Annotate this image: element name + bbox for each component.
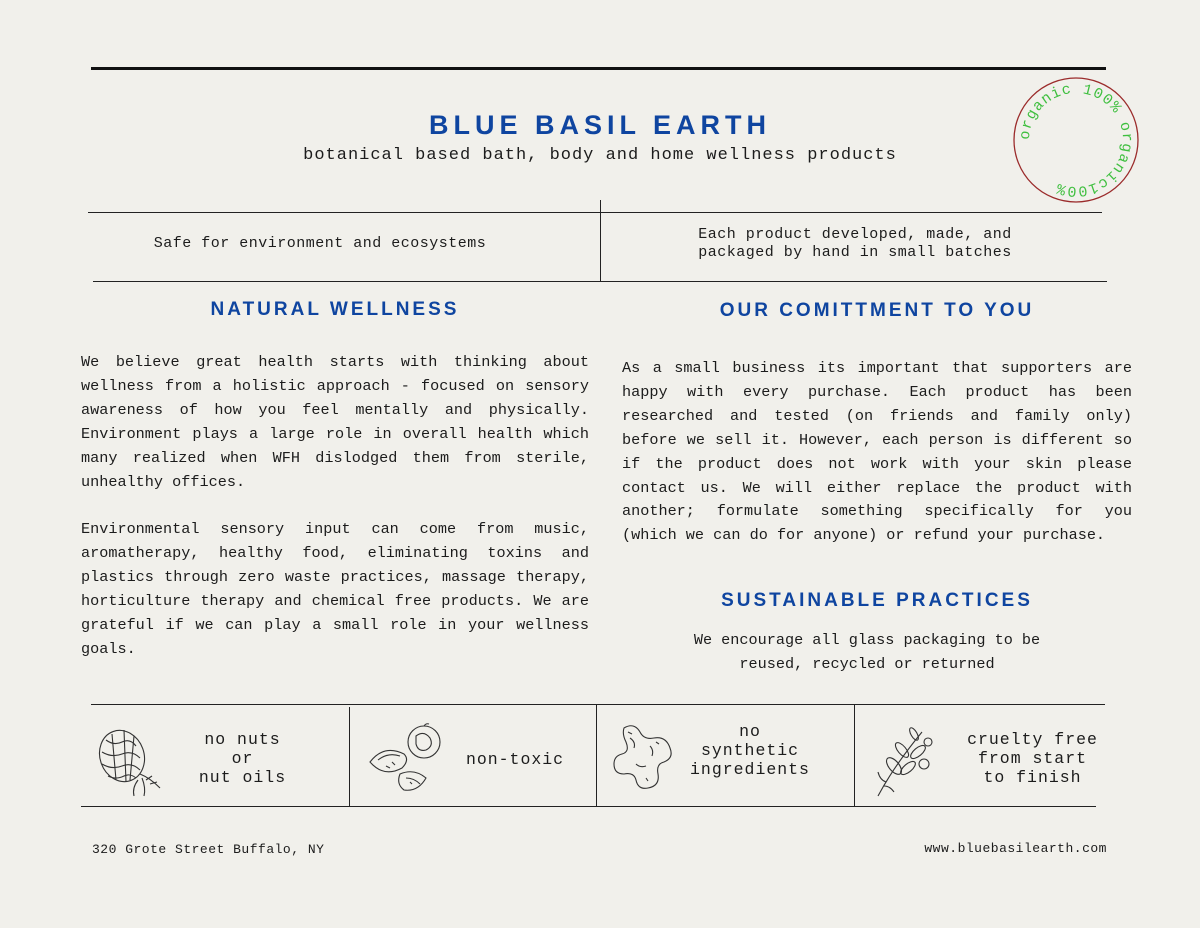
sustainable-heading: SUSTAINABLE PRACTICES [721,590,1033,611]
natural-wellness-heading: NATURAL WELLNESS [210,299,460,320]
feature-no-synthetic-line3: ingredients [690,760,810,779]
features-divider-3 [854,705,855,806]
svg-text:organic 100% organic100% [1017,81,1135,199]
feature-cruelty-free-line3: to finish [983,768,1082,787]
features-bottom-rule [81,806,1096,807]
pinecone-icon [90,718,166,798]
feature-no-synthetic [680,722,820,779]
footer-website[interactable]: www.bluebasilearth.com [924,841,1107,856]
feature-no-synthetic-line1: no [739,722,761,741]
top-rule [91,67,1106,70]
feature-no-nuts-line1: no nuts [204,730,281,749]
natural-wellness-paragraph-1: We believe great health starts with thinking about wellness from a holistic approach - focused on sensory awareness of how you feel mentally and physically. Environment plays a large role in overall health which many realized when WFH dislodged them from sterile, unhealthy offices. [81,353,589,491]
ginger-root-icon [606,718,682,798]
info-bar-divider [600,200,601,282]
features-top-rule [91,704,1105,705]
olive-branch-icon [868,720,944,800]
feature-cruelty-free-line1: cruelty free [967,730,1098,749]
sustainable-text [622,629,1112,677]
feature-no-nuts [180,730,305,787]
features-divider-1 [349,707,350,807]
natural-wellness-body [81,351,589,662]
features-divider-2 [596,705,597,806]
natural-wellness-paragraph-2: Environmental sensory input can come from music, aromatherapy, healthy food, eliminating toxins and plastics through zero waste practices, massage therapy, horticulture therapy and chemical free products. We are grateful if we can play a small role in your wellness goals. [81,520,589,658]
brand-title: BLUE BASIL EARTH [428,110,771,140]
info-handmade-line1: Each product developed, made, and [698,226,1012,243]
brand-tagline: botanical based bath, body and home wellness products [303,146,897,165]
feature-cruelty-free [955,730,1110,787]
seal-text: organic 100% organic100% [1016,80,1136,200]
feature-no-nuts-line2: or [231,749,254,768]
commitment-paragraph: As a small business its important that supporters are happy with every purchase. Each product has been researched and tested (on friends and family only) before we sell it. However, each person is different so if the product does not work with your skin please contact us. We will either replace the product with another; formulate something specifically for you (which we can do for anyone) or refund your purchase. [622,359,1132,545]
info-environment-text: Safe for environment and ecosystems [153,235,487,252]
info-bar-top-rule [88,212,1102,213]
feature-no-nuts-line3: nut oils [198,768,287,787]
apple-slices-icon [364,722,452,798]
sustainable-line2: reused, recycled or returned [739,654,995,673]
sustainable-line1: We encourage all glass packaging to be [693,631,1041,649]
info-handmade-text [615,226,1095,262]
info-handmade-line2: packaged by hand in small batches [698,244,1012,261]
organic-seal-icon [1010,74,1142,206]
feature-cruelty-free-line2: from start [977,749,1088,768]
footer-address: 320 Grote Street Buffalo, NY [92,842,325,857]
feature-no-synthetic-line2: synthetic [700,741,800,760]
commitment-heading: OUR COMITTMENT TO YOU [719,300,1035,321]
feature-non-toxic: non-toxic [465,750,565,769]
info-bar-bottom-rule [93,281,1107,282]
